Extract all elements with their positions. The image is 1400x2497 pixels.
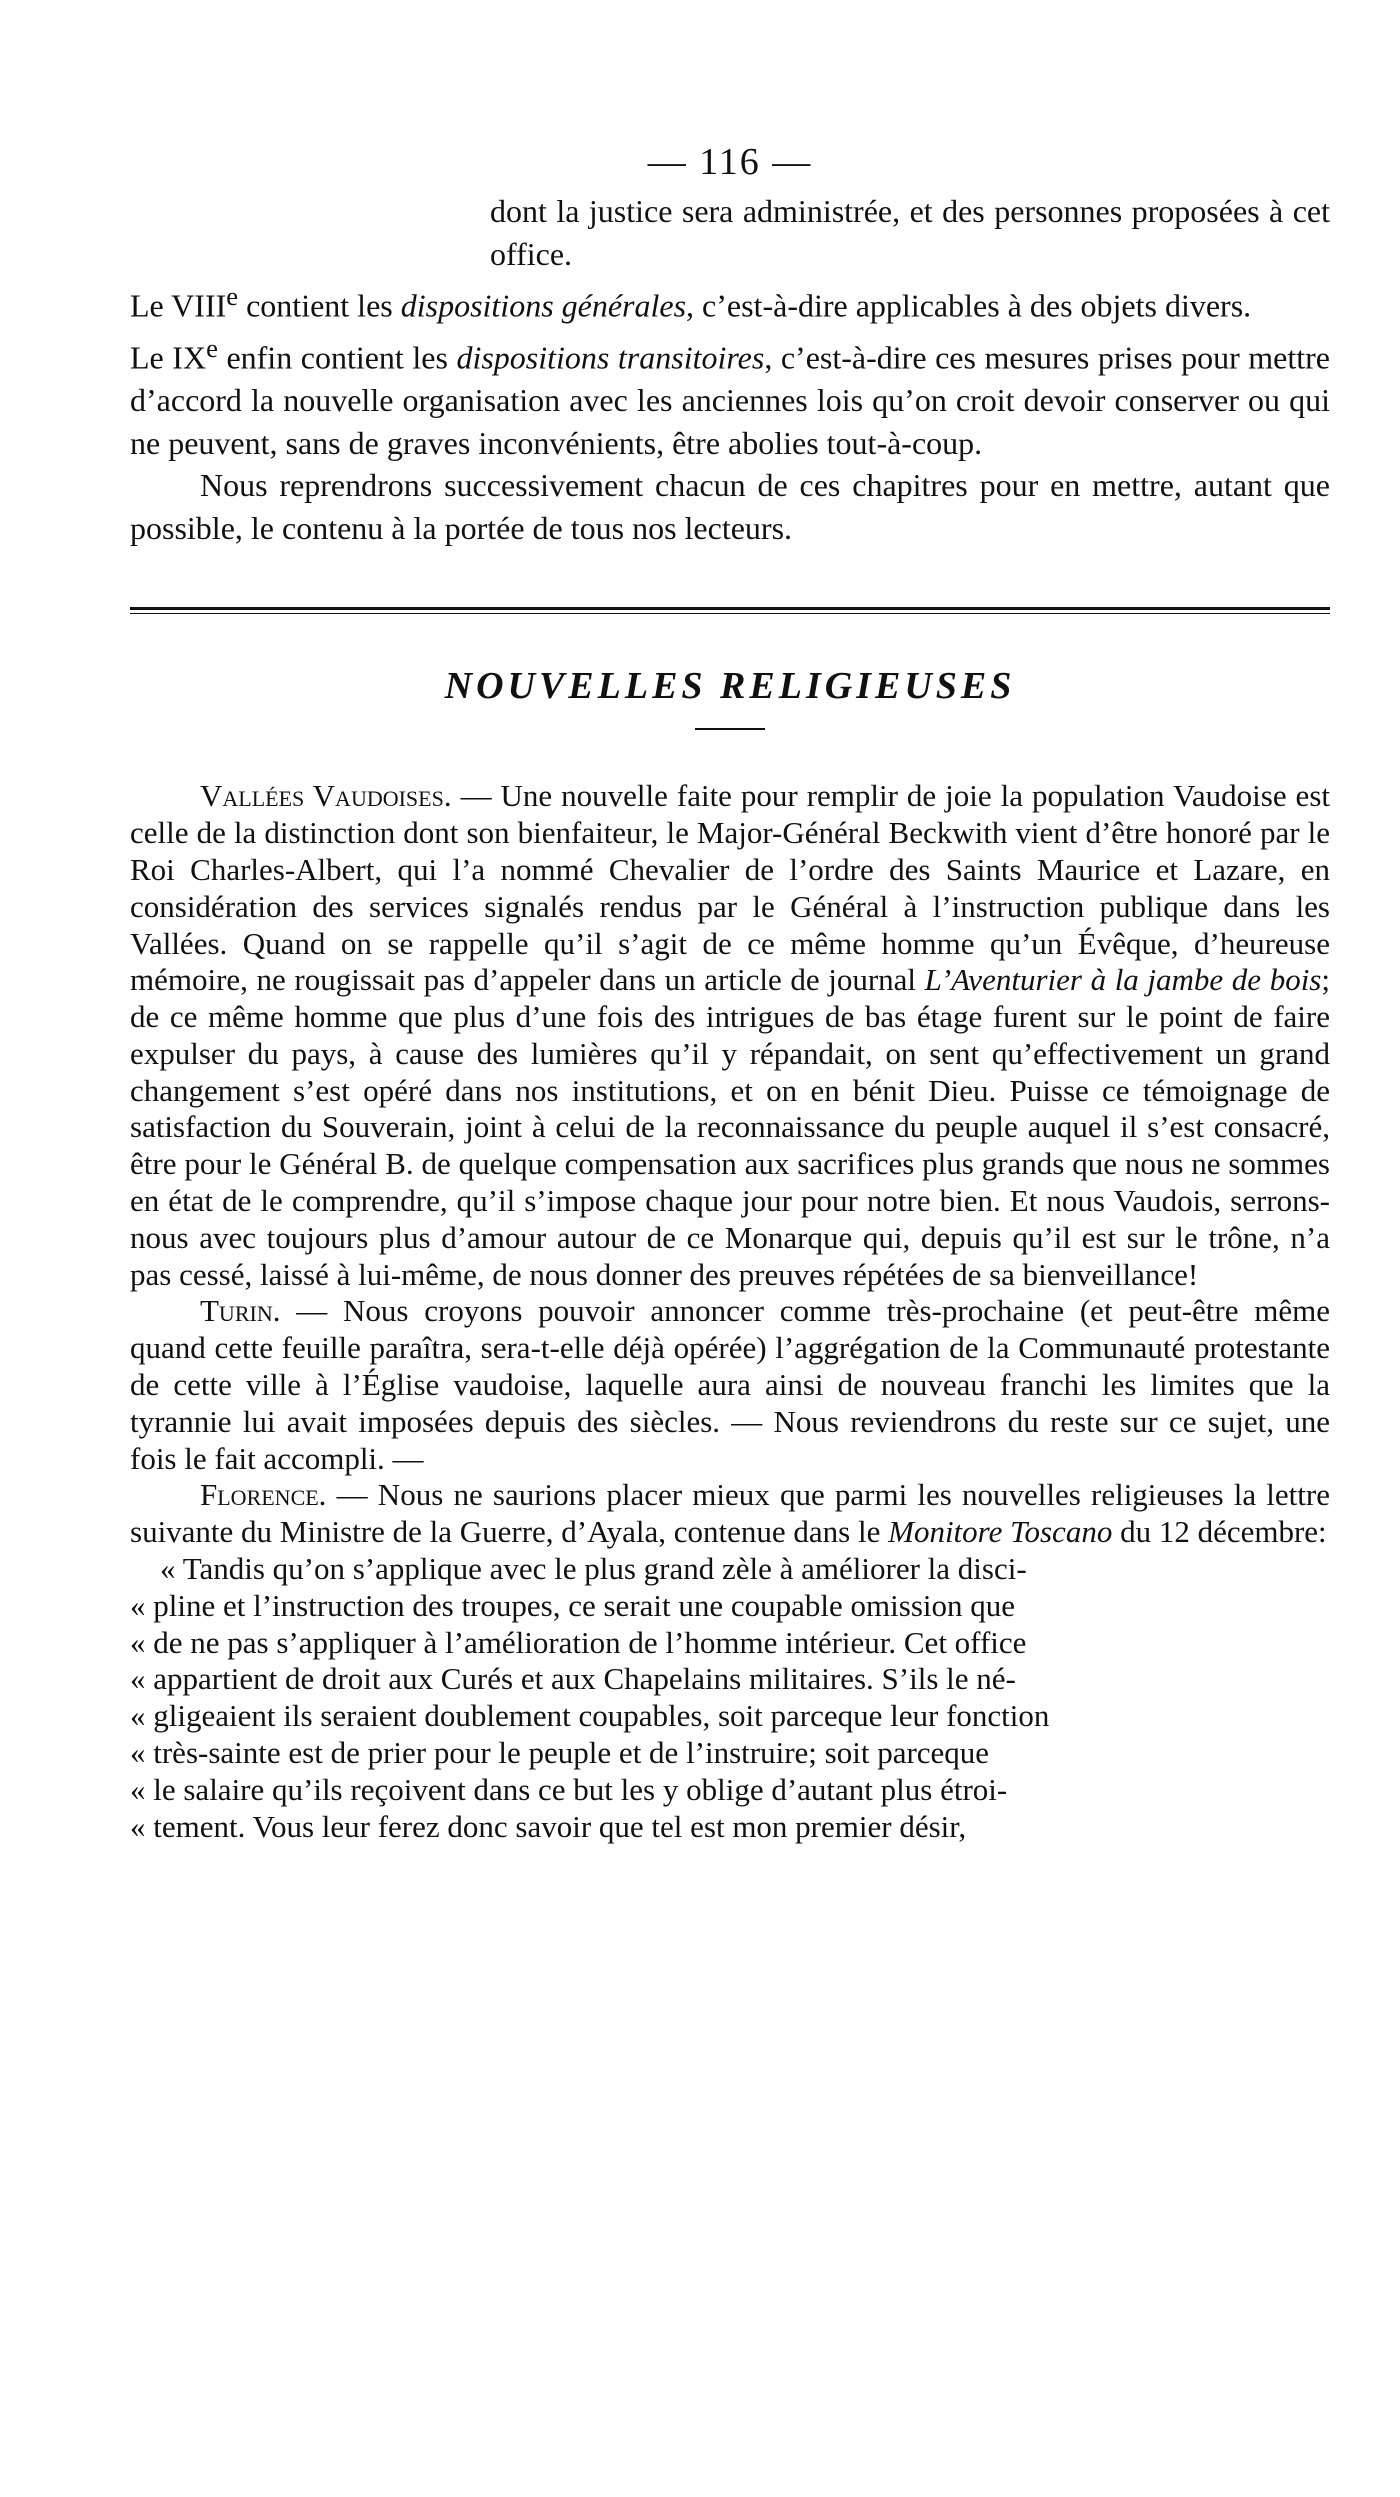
title-underline bbox=[695, 728, 765, 730]
section-divider bbox=[130, 607, 1330, 614]
document-page bbox=[130, 140, 1330, 1845]
news-heading: Vallées Vaudoises. bbox=[200, 778, 452, 814]
italic-title: Monitore Toscano bbox=[888, 1514, 1113, 1550]
news-vallees bbox=[130, 778, 1330, 1293]
intro-paragraph-4: Nous reprendrons successivement chacun de ces chapitres pour en mettre, autant que possible, le contenu à la portée de tous nos lecteurs. bbox=[130, 467, 1330, 546]
quote-line: « très-sainte est de prier pour le peuple et de l’instruire; soit parceque bbox=[130, 1735, 990, 1771]
text-segment: contient les bbox=[238, 287, 401, 324]
intro-block bbox=[130, 190, 1330, 549]
news-turin bbox=[130, 1293, 1330, 1477]
text-segment: du 12 décembre: bbox=[1112, 1514, 1327, 1550]
quote-line: « de ne pas s’appliquer à l’amélioration de l’homme intérieur. Cet office bbox=[130, 1624, 1027, 1660]
section-title: NOUVELLES RELIGIEUSES bbox=[444, 665, 1016, 708]
chapter-viii-label: Le VIII bbox=[130, 287, 227, 324]
page-number: — 116 — bbox=[647, 141, 813, 183]
quote-line: « Tandis qu’on s’applique avec le plus grand zèle à améliorer la disci- bbox=[160, 1551, 1027, 1587]
news-block bbox=[130, 778, 1330, 1845]
text-segment: , c’est-à-dire ces mesures prises pour mettre d’accord la nouvelle organisation avec les anciennes lois qu’on croit devoir conserver ou qui ne peuvent, sans de graves inconvénients, être abolies tout-à-coup. bbox=[130, 339, 1331, 461]
text-segment: ; de ce même homme que plus d’une fois des intrigues de bas étage furent sur le point de faire expulser du pays, à cause des lumières qu’il y répandait, on sent qu’effectivement un grand changement s’est opéré dans nos institutions, et on en bénit Dieu. Puisse ce témoignage de satisfaction du Souverain, joint à celui de la reconnaissance du peuple auquel il s’est consacré, être pour le Général B. de quelque compensation aux sacrifices plus grands que nous ne sommes en état de le comprendre, qu’il s’impose chaque jour pour notre bien. Et nous Vaudois, serrons-nous avec toujours plus d’amour autour de ce Monarque qui, depuis qu’il est sur le trône, n’a pas cessé, laissé à lui-même, de nous donner des preuves répétées de sa bienveillance! bbox=[130, 962, 1330, 1292]
quote-line: « tement. Vous leur ferez donc savoir que tel est mon premier désir, bbox=[130, 1808, 967, 1844]
italic-title: L’Aventurier à la jambe de bois bbox=[924, 962, 1322, 998]
intro-paragraph-1: dont la justice sera administrée, et des personnes proposées à cet office. bbox=[490, 193, 1330, 272]
italic-term: dispositions transitoires bbox=[456, 339, 765, 376]
text-segment: — Une nouvelle faite pour remplir de joie la population Vaudoise est celle de la distinction dont son bienfaiteur, le Major-Général Beckwith vient d’être honoré par le Roi Charles-Albert, qui l’a nommé Chevalier de l’ordre des Saints Maurice et Lazare, en considération des services signalés rendus par le Général à l’instruction publique dans les Vallées. Quand on se rappelle qu’il s’agit de ce même homme qu’un Évêque, d’heureuse mémoire, ne rougissait pas d’appeler dans un article de journal bbox=[130, 778, 1330, 998]
text-segment: — Nous croyons pouvoir annoncer comme très-prochaine (et peut-être même quand cette feuille paraîtra, sera-t-elle déjà opérée) l’aggrégation de la Communauté protestante de cette ville à l’Église vaudoise, laquelle aura ainsi de nouveau franchi les limites que la tyrannie lui avait imposées depuis des siècles. — Nous reviendrons du reste sur ce sujet, une fois le fait accompli. — bbox=[130, 1293, 1330, 1476]
intro-paragraph-2 bbox=[130, 275, 1330, 327]
quote-line: « gligeaient ils seraient doublement coupables, soit parceque leur fonction bbox=[130, 1698, 1050, 1734]
italic-term: dispositions générales bbox=[400, 287, 687, 324]
text-segment: enfin contient les bbox=[217, 339, 457, 376]
quote-line: « appartient de droit aux Curés et aux Chapelains militaires. S’ils le né- bbox=[130, 1661, 1016, 1697]
chapter-ix-label: Le IX bbox=[130, 339, 207, 376]
quote-line: « pline et l’instruction des troupes, ce serait une coupable omission que bbox=[130, 1587, 1015, 1623]
text-segment: , c’est-à-dire applicables à des objets divers. bbox=[686, 287, 1252, 324]
news-florence bbox=[130, 1477, 1330, 1551]
news-heading: Turin. bbox=[200, 1293, 281, 1329]
intro-paragraph-3 bbox=[130, 327, 1330, 464]
quote-line: « le salaire qu’ils reçoivent dans ce but les y oblige d’autant plus étroi- bbox=[130, 1771, 1008, 1807]
quoted-letter bbox=[130, 1551, 1330, 1845]
superscript-e: e bbox=[206, 333, 218, 364]
superscript-e: e bbox=[226, 281, 239, 311]
news-heading: Florence. bbox=[200, 1477, 327, 1513]
text-segment: — Nous ne saurions placer mieux que parmi les nouvelles religieuses la lettre suivante du Ministre de la Guerre, d’Ayala, contenue dans le bbox=[130, 1477, 1330, 1550]
